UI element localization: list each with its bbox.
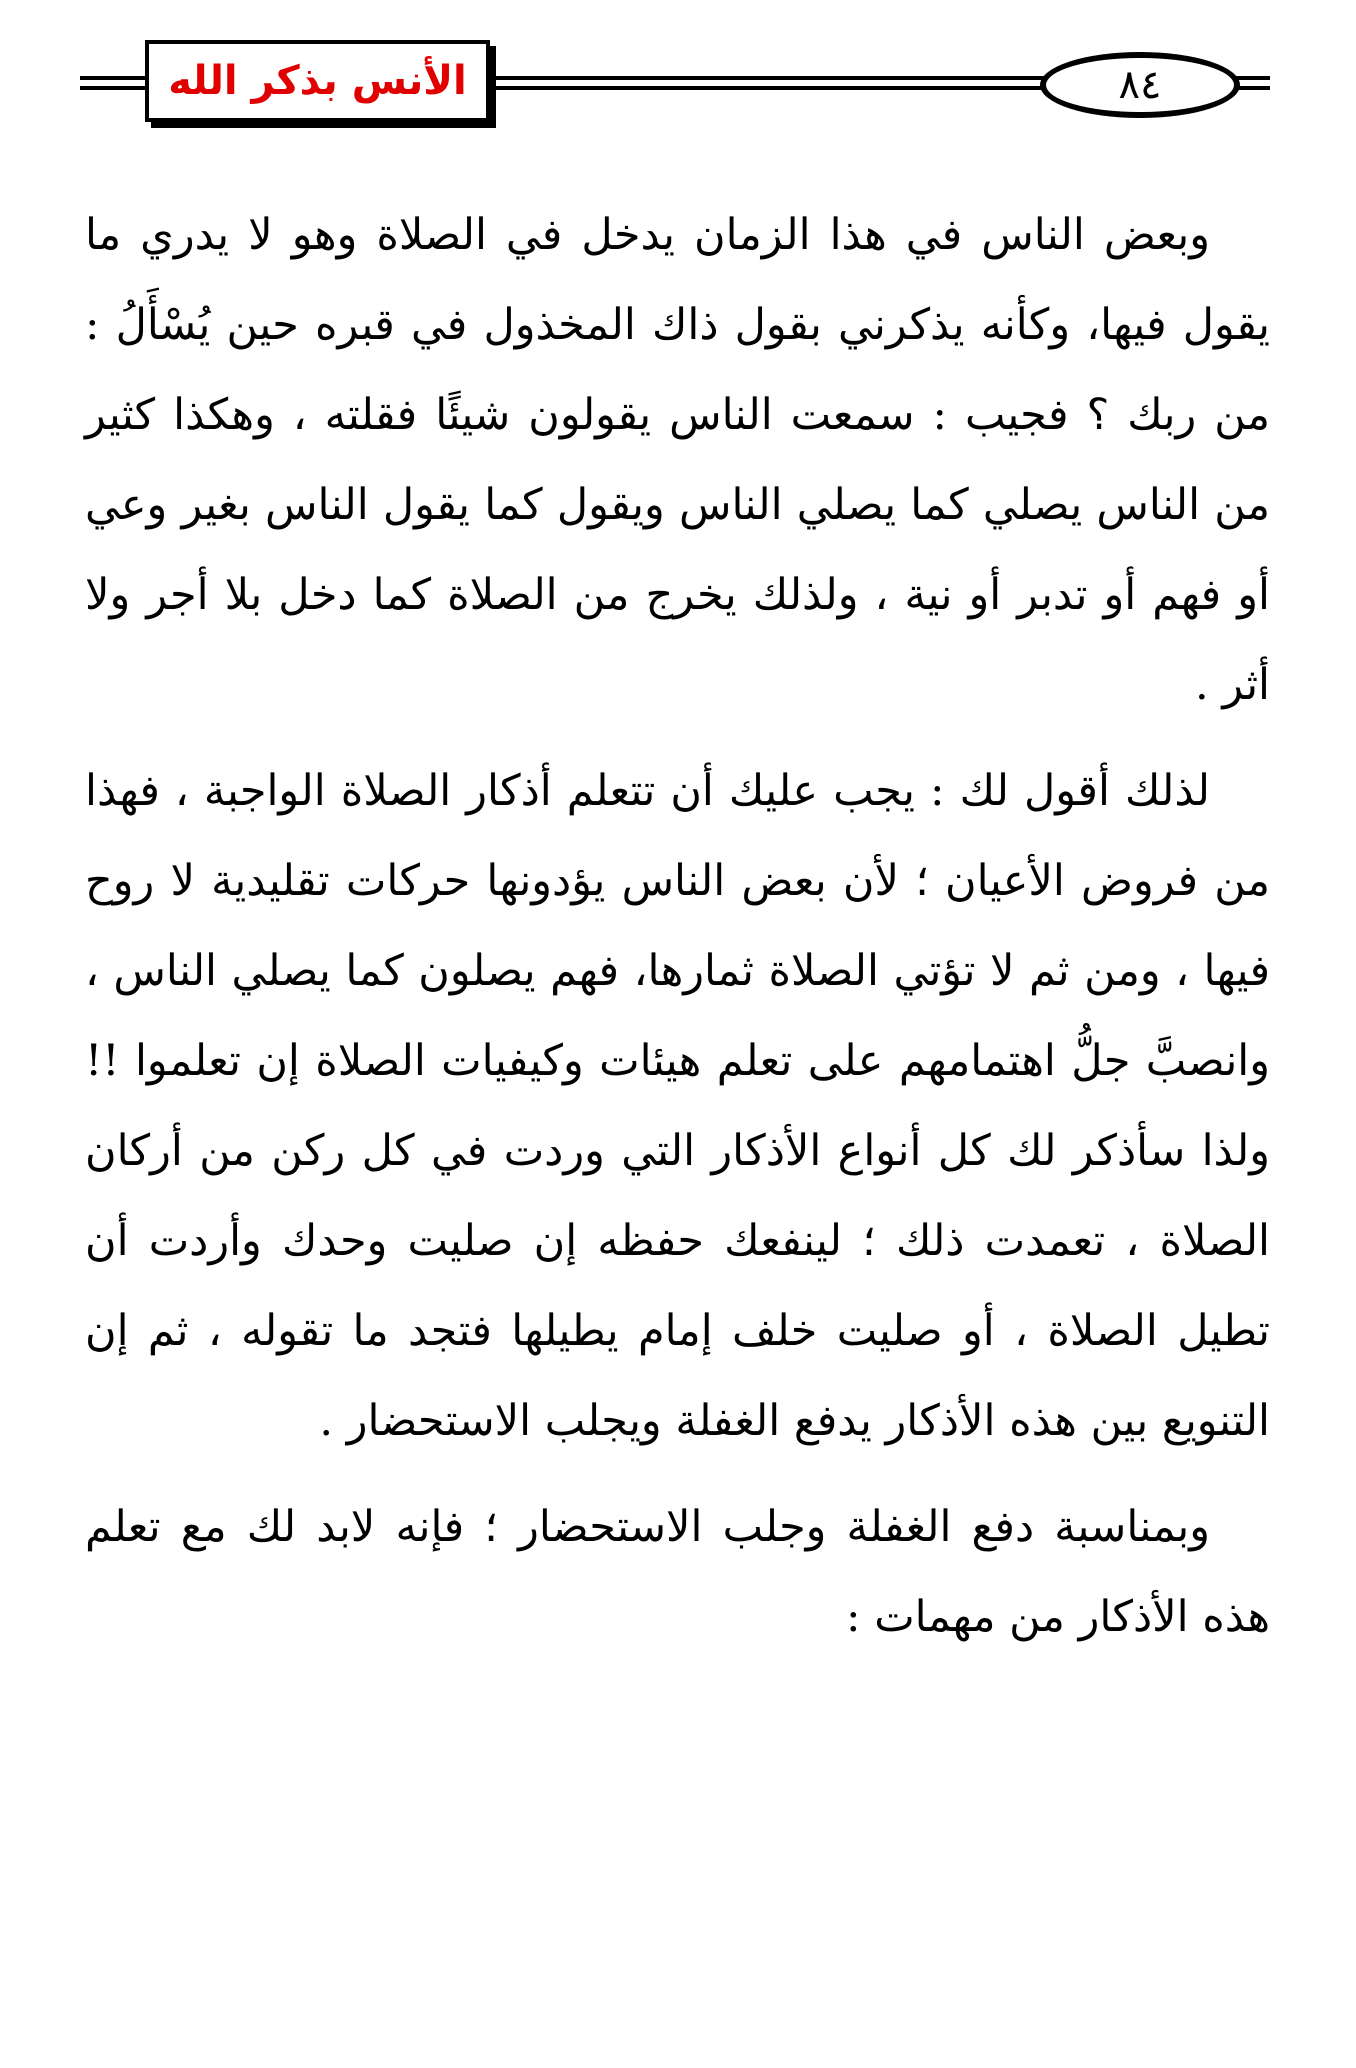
paragraph: وبمناسبة دفع الغفلة وجلب الاستحضار ؛ فإنه لابد لك مع تعلم هذه الأذكار من مهمات : [85, 1502, 1270, 1642]
book-title-box [145, 40, 490, 122]
paragraph: لذلك أقول لك : يجب عليك أن تتعلم أذكار الصلاة الواجبة ، فهذا من فروض الأعيان ؛ لأن بعض الناس يؤدونها حركات تقليدية لا روح فيها ، ومن ثم لا تؤتي الصلاة ثمارها، فهم يصلون كما يصلي الناس ، وانصبَّ جلُّ اهتمامهم على تعلم هيئات وكيفيات الصلاة إن تعلموا !! ولذا سأذكر لك كل أنواع الأذكار التي وردت في كل ركن من أركان الصلاة ، تعمدت ذلك ؛ لينفعك حفظه إن صليت وحدك وأردت أن تطيل الصلاة ، أو صليت خلف إمام يطيلها فتجد ما تقوله ، ثم إن التنويع بين هذه الأذكار يدفع الغفلة ويجلب الاستحضار . [85, 766, 1270, 1446]
page-body [85, 190, 1270, 1678]
page-number-oval [1040, 52, 1240, 118]
page-number: ٨٤ [1118, 62, 1162, 108]
paragraph: وبعض الناس في هذا الزمان يدخل في الصلاة وهو لا يدري ما يقول فيها، وكأنه يذكرني بقول ذاك المخذول في قبره حين يُسْأَلُ : من ربك ؟ فجيب : سمعت الناس يقولون شيئًا فقلته ، وهكذا كثير من الناس يصلي كما يصلي الناس ويقول كما يقول الناس بغير وعي أو فهم أو تدبر أو نية ، ولذلك يخرج من الصلاة كما دخل بلا أجر ولا أثر . [85, 210, 1270, 710]
page-header [0, 0, 1356, 140]
book-title: الأنس بذكر الله [168, 58, 467, 104]
